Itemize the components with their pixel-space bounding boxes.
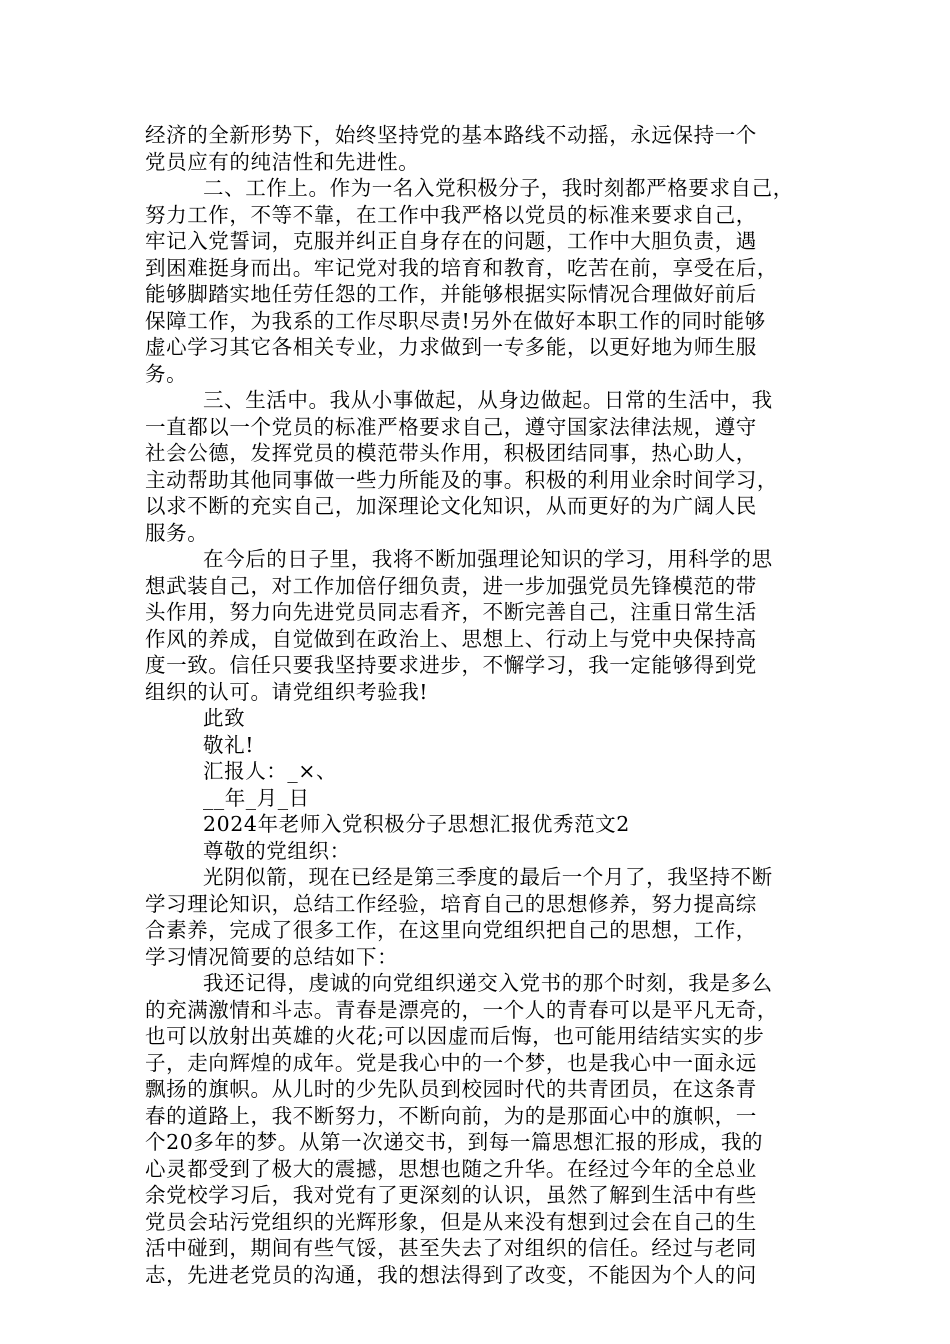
text-line: 组织的认可。请党组织考验我! bbox=[145, 679, 429, 704]
text-line: 能够脚踏实地任劳任怨的工作，并能够根据实际情况合理做好前后 bbox=[145, 282, 757, 306]
text-line: 个20多年的梦。从第一次递交书，到每一篇思想汇报的形成，我的 bbox=[145, 1130, 764, 1154]
document-body bbox=[145, 122, 825, 1288]
text-line: 主动帮助其他同事做一些力所能及的事。积极的利用业余时间学习， bbox=[145, 467, 778, 492]
text-line: 想武装自己，对工作加倍仔细负责，进一步加强党员先锋模范的带 bbox=[145, 573, 757, 598]
text-line: 志，先进老党员的沟通，我的想法得到了改变，不能因为个人的问 bbox=[145, 1262, 757, 1287]
text-line: 敬礼! bbox=[203, 732, 255, 757]
text-line: 牢记入党誓词，克服并纠正自身存在的问题，工作中大胆负责，遇 bbox=[145, 229, 757, 253]
text-line: 虚心学习其它各相关专业，力求做到一专多能，以更好地为师生服 bbox=[145, 335, 757, 359]
text-line: 尊敬的党组织： bbox=[203, 838, 351, 863]
text-line: __年_月_日 bbox=[203, 785, 310, 810]
text-line: 飘扬的旗帜。从儿时的少先队员到校园时代的共青团员，在这条青 bbox=[145, 1077, 757, 1101]
text-line: 作风的养成，自觉做到在政治上、思想上、行动上与党中央保持高 bbox=[145, 626, 757, 651]
text-line: 以求不断的充实自己，加深理论文化知识，从而更好的为广阔人民 bbox=[145, 494, 757, 518]
text-line: 三、生活中。我从小事做起，从身边做起。日常的生活中，我 bbox=[203, 388, 773, 412]
text-line: 春的道路上，我不断努力，不断向前，为的是那面心中的旗帜，一 bbox=[145, 1103, 757, 1128]
text-line: 社会公德，发挥党员的模范带头作用，积极团结同事，热心助人， bbox=[145, 441, 757, 465]
text-line: 学习理论知识，总结工作经验，培育自己的思想修养，努力提高综 bbox=[145, 891, 757, 916]
text-line: 头作用，努力向先进党员同志看齐，不断完善自己，注重日常生活 bbox=[145, 600, 757, 624]
text-line: 活中碰到，期间有些气馁，甚至失去了对组织的信任。经过与老同 bbox=[145, 1236, 757, 1260]
text-line: 保障工作，为我系的工作尽职尽责!另外在做好本职工作的同时能够 bbox=[145, 308, 766, 333]
text-line: 努力工作，不等不靠，在工作中我严格以党员的标准来要求自己， bbox=[145, 202, 757, 227]
text-line: 合素养，完成了很多工作，在这里向党组织把自己的思想，工作， bbox=[145, 918, 757, 942]
text-line: 服务。 bbox=[145, 520, 209, 545]
text-line: 度一致。信任只要我坚持要求进步，不懈学习，我一定能够得到党 bbox=[145, 653, 757, 677]
text-line: 余党校学习后，我对党有了更深刻的认识，虽然了解到生活中有些 bbox=[145, 1183, 757, 1207]
text-line: 我还记得，虔诚的向党组织递交入党书的那个时刻，我是多么 bbox=[203, 971, 773, 995]
text-line: 此致 bbox=[203, 706, 246, 730]
text-line: 到困难挺身而出。牢记党对我的培育和教育，吃苦在前，享受在后， bbox=[145, 255, 778, 280]
text-line: 务。 bbox=[145, 361, 188, 386]
text-line: 在今后的日子里，我将不断加强理论知识的学习，用科学的思 bbox=[203, 547, 773, 571]
text-line: 党员会玷污党组织的光辉形象，但是从来没有想到过会在自己的生 bbox=[145, 1209, 757, 1234]
text-line: 心灵都受到了极大的震撼，思想也随之升华。在经过今年的全总业 bbox=[145, 1156, 757, 1181]
text-line: 的充满激情和斗志。青春是漂亮的，一个人的青春可以是平凡无奇， bbox=[145, 997, 778, 1022]
text-line: 学习情况简要的总结如下： bbox=[145, 944, 399, 969]
text-line: 党员应有的纯洁性和先进性。 bbox=[145, 149, 420, 174]
text-line: 2024年老师入党积极分子思想汇报优秀范文2 bbox=[203, 812, 630, 836]
text-line: 汇报人：_×、 bbox=[203, 759, 338, 783]
text-line: 子，走向辉煌的成年。党是我心中的一个梦，也是我心中一面永远 bbox=[145, 1050, 757, 1075]
text-line: 经济的全新形势下，始终坚持党的基本路线不动摇，永远保持一个 bbox=[145, 123, 757, 147]
text-line: 也可以放射出英雄的火花;可以因虚而后悔，也可能用结结实实的步 bbox=[145, 1024, 765, 1048]
text-line: 二、工作上。作为一名入党积极分子，我时刻都严格要求自己， bbox=[203, 176, 794, 200]
text-line: 光阴似箭，现在已经是第三季度的最后一个月了，我坚持不断 bbox=[203, 865, 773, 889]
text-line: 一直都以一个党员的标准严格要求自己，遵守国家法律法规，遵守 bbox=[145, 414, 757, 439]
